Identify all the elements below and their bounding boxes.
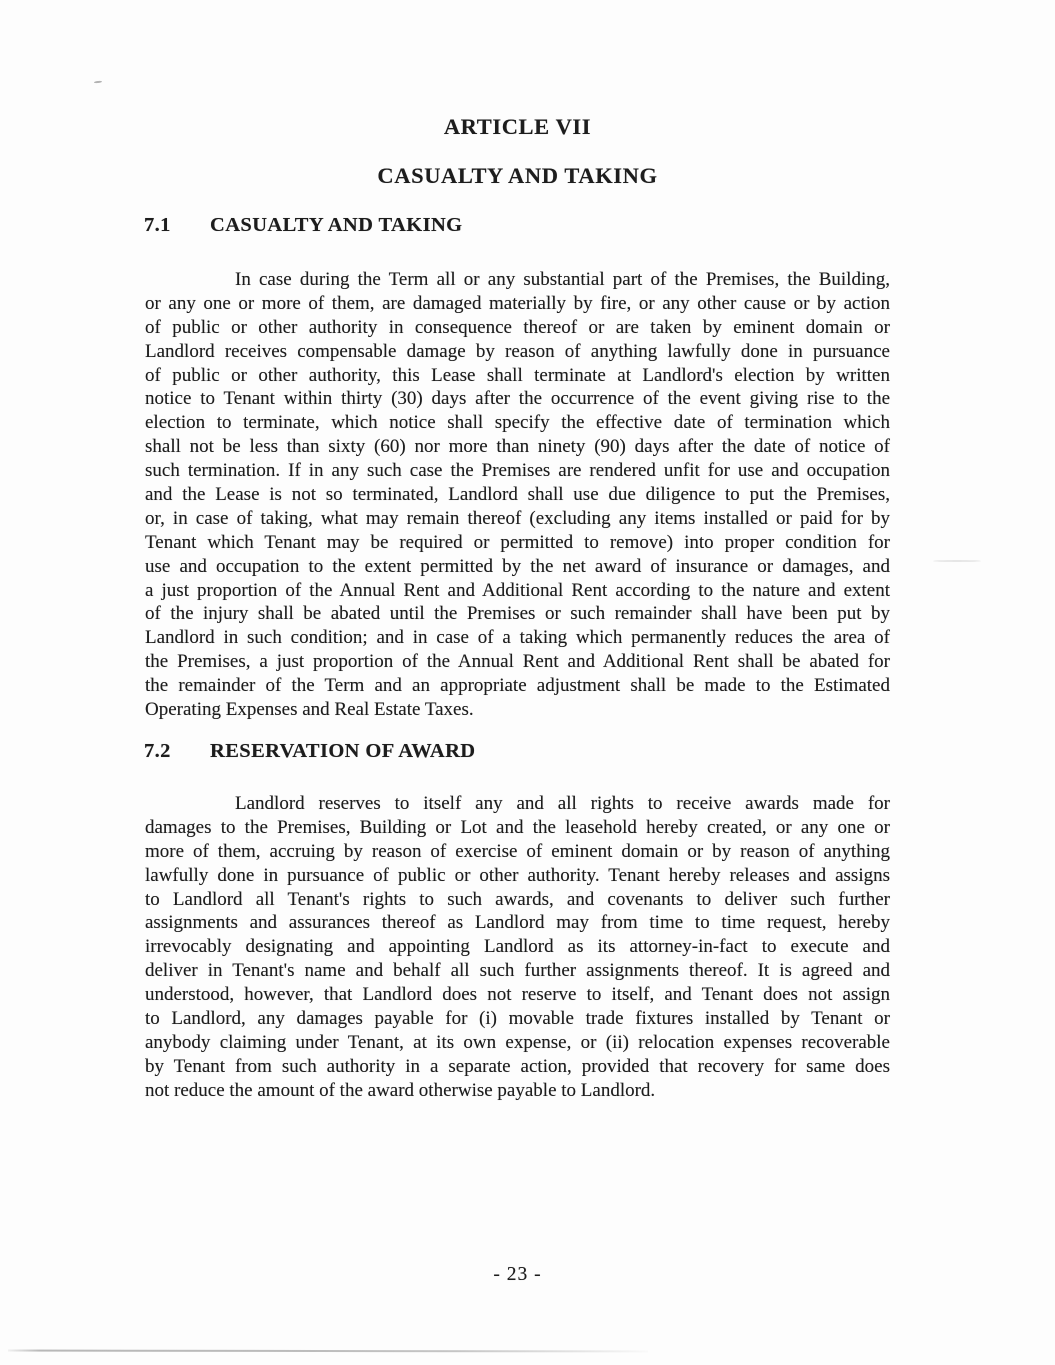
section-7-1-body	[145, 268, 890, 722]
section-7-2-heading	[144, 739, 890, 763]
section-7-1-heading	[144, 213, 890, 237]
paragraph-line: not reduce the amount of the award otherwise payable to Landlord.	[145, 1079, 656, 1101]
scan-speck-artifact	[94, 81, 102, 84]
paragraph-line: a just proportion of the Annual Rent and Additional Rent according to the nature and extent	[145, 579, 890, 601]
paragraph-line: Landlord in such condition; and in case of a taking which permanently reduces the area of	[145, 627, 890, 649]
paragraph-line: notice to Tenant within thirty (30) days after the occurrence of the event giving rise to the	[145, 388, 890, 410]
section-7-2-number: 7.2	[144, 740, 171, 762]
paragraph-line: damages to the Premises, Building or Lot and the leasehold hereby created, or any one or	[145, 816, 890, 838]
section-7-2-body	[145, 792, 890, 1103]
section-7-2-title: RESERVATION OF AWARD	[210, 740, 476, 762]
paragraph-line: the remainder of the Term and an appropriate adjustment shall be made to the Estimated	[145, 675, 890, 697]
section-7-1-title: CASUALTY AND TAKING	[210, 214, 463, 236]
paragraph-line: such termination. If in any such case the Premises are rendered unfit for use and occupation	[145, 460, 890, 482]
page-number: - 23 -	[493, 1264, 542, 1285]
paragraph-line: of public or other authority in consequence thereof or are taken by eminent domain or	[145, 316, 890, 338]
paragraph-line: by Tenant from such authority in a separate action, provided that recovery for same does	[145, 1055, 890, 1077]
paragraph-line: election to terminate, which notice shall specify the effective date of termination which	[145, 412, 890, 434]
paragraph-line: In case during the Term all or any substantial part of the Premises, the Building,	[235, 269, 890, 290]
paragraph-line: shall not be less than sixty (60) nor more than ninety (90) days after the date of notice of	[145, 436, 890, 458]
paragraph-line: Landlord receives compensable damage by reason of anything lawfully done in pursuance	[145, 340, 890, 362]
paragraph-line: Landlord reserves to itself any and all rights to receive awards made for	[235, 793, 890, 814]
article-subtitle: CASUALTY AND TAKING	[377, 163, 658, 188]
paragraph-line: and the Lease is not so terminated, Landlord shall use due diligence to put the Premises,	[145, 484, 890, 506]
paragraph-line: the Premises, a just proportion of the Annual Rent and Additional Rent shall be abated for	[145, 651, 890, 673]
scan-edge-artifact	[8, 1350, 648, 1353]
article-title: ARTICLE VII	[443, 114, 592, 139]
paragraph-line: understood, however, that Landlord does not reserve to itself, and Tenant does not assign	[145, 984, 890, 1006]
paragraph-line: assignments and assurances thereof as Landlord may from time to time request, hereby	[145, 912, 890, 934]
paragraph-line: or any one or more of them, are damaged materially by fire, or any other cause or by action	[145, 292, 890, 314]
paragraph-line: more of them, accruing by reason of exercise of eminent domain or by reason of anything	[145, 840, 890, 862]
paragraph-line: lawfully done in pursuance of public or other authority. Tenant hereby releases and assigns	[145, 864, 890, 886]
paragraph-line: of the injury shall be abated until the Premises or such remainder shall have been put by	[145, 603, 890, 625]
paragraph-line: or, in case of taking, what may remain thereof (excluding any items installed or paid for by	[145, 507, 890, 529]
paragraph-line: use and occupation to the extent permitted by the net award of insurance or damages, and	[145, 555, 890, 577]
paragraph-line: of public or other authority, this Lease shall terminate at Landlord's election by written	[145, 364, 890, 386]
paragraph-line: to Landlord all Tenant's rights to such awards, and covenants to deliver such further	[145, 888, 890, 910]
paragraph-line: deliver in Tenant's name and behalf all such further assignments thereof. It is agreed and	[145, 960, 890, 982]
paragraph-line: Tenant which Tenant may be required or permitted to remove) into proper condition for	[145, 531, 890, 553]
paragraph-line: irrevocably designating and appointing Landlord as its attorney-in-fact to execute and	[145, 936, 890, 958]
section-7-1-number: 7.1	[144, 214, 171, 236]
paragraph-line: to Landlord, any damages payable for (i) movable trade fixtures installed by Tenant or	[145, 1008, 890, 1030]
paragraph-line: anybody claiming under Tenant, at its own expense, or (ii) relocation expenses recoverable	[145, 1031, 890, 1053]
paragraph-line: Operating Expenses and Real Estate Taxes.	[145, 699, 474, 721]
scan-smudge-artifact	[933, 560, 981, 562]
